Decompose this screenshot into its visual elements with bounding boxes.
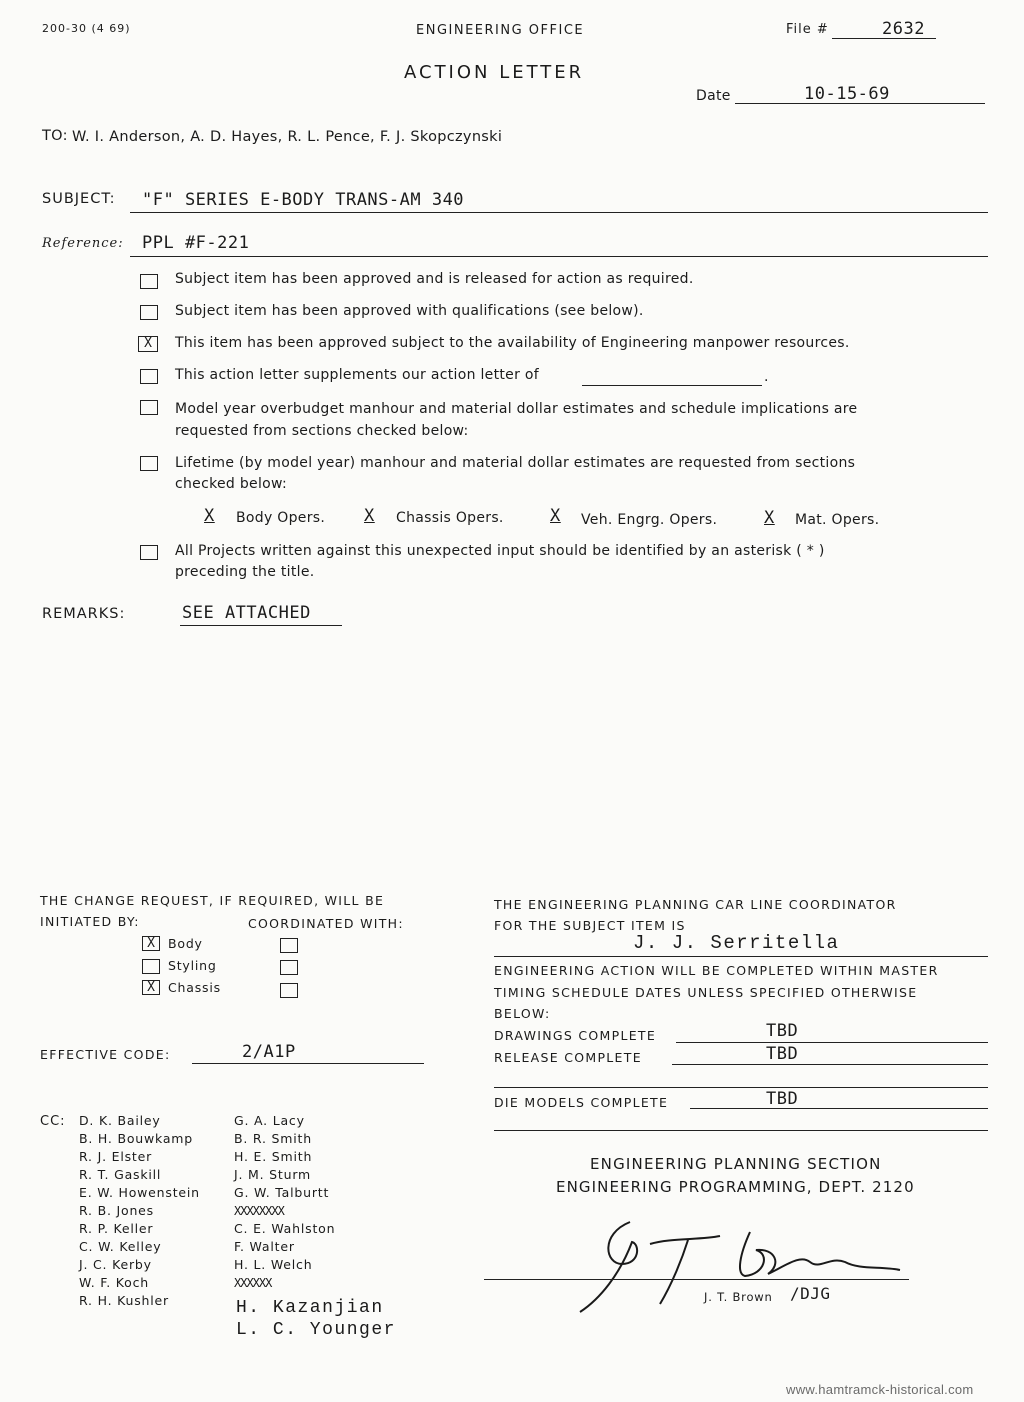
page-title: ACTION LETTER [404,62,585,83]
cc-name: R. B. Jones [79,1203,154,1218]
coordinated-with-label: COORDINATED WITH: [248,916,404,931]
cc-added-name: H. Kazanjian [236,1298,384,1318]
cc-name: H. E. Smith [234,1149,313,1164]
coordinator-name-line [494,956,988,957]
release-label: RELEASE COMPLETE [494,1050,642,1065]
date-label: Date [696,88,731,104]
cc-name: G. W. Talburtt [234,1185,330,1200]
coordinator-note: TIMING SCHEDULE DATES UNLESS SPECIFIED OTHERWISE [494,985,918,1000]
checkbox-manpower[interactable]: X [138,336,158,352]
department-name: ENGINEERING PROGRAMMING, DEPT. 2120 [556,1178,915,1196]
change-request-heading: THE CHANGE REQUEST, IF REQUIRED, WILL BE [40,893,385,908]
initiated-styling-label: Styling [168,958,217,973]
checkbox-overbudget[interactable] [140,400,158,415]
cc-name: E. W. Howenstein [79,1185,200,1200]
initiated-body-checkbox[interactable]: X [142,936,160,951]
checklist-item: All Projects written against this unexpected input should be identified by an asterisk ( * ) [175,543,825,559]
cc-column-1 [79,1112,200,1310]
section-mark: X [204,506,215,526]
checkbox-lifetime[interactable] [140,456,158,471]
supplement-date-line [582,385,762,386]
cc-name: J. M. Sturm [234,1167,312,1182]
cc-name-struck: XXXXXX [234,1276,272,1290]
checklist-item: This item has been approved subject to the availability of Engineering manpower resources. [175,335,850,351]
file-number: 2632 [882,19,925,39]
blank-line [494,1087,988,1088]
watermark: www.hamtramck-historical.com [786,1382,974,1397]
cc-name: B. R. Smith [234,1131,312,1146]
cc-name: R. H. Kushler [79,1293,169,1308]
initiated-styling-checkbox[interactable] [142,959,160,974]
coordinated-chassis-checkbox[interactable] [280,983,298,998]
coordinated-styling-checkbox[interactable] [280,960,298,975]
coordinator-heading-cont: FOR THE SUBJECT ITEM IS [494,918,686,933]
remarks-underline [180,625,342,626]
cc-name: H. L. Welch [234,1257,313,1272]
effective-code-label: EFFECTIVE CODE: [40,1047,171,1062]
drawings-line [676,1042,988,1043]
cc-name: G. A. Lacy [234,1113,305,1128]
die-models-label: DIE MODELS COMPLETE [494,1095,669,1110]
office-name: ENGINEERING OFFICE [416,23,585,38]
checklist-item: Subject item has been approved and is released for action as required. [175,271,694,287]
form-number: 200-30 (4 69) [42,22,131,35]
initiated-by-label: INITIATED BY: [40,914,140,929]
checklist-item: Lifetime (by model year) manhour and material dollar estimates are requested from sections [175,455,856,471]
effective-code-value: 2/A1P [242,1042,296,1062]
checkbox-released[interactable] [140,274,158,289]
remarks-label: REMARKS: [42,606,126,622]
to-recipients: W. I. Anderson, A. D. Hayes, R. L. Pence, F. J. Skopczynski [72,129,503,145]
reference-line [130,256,988,257]
subject-value: "F" SERIES E-BODY TRANS-AM 340 [142,190,465,210]
section-mark: X [764,508,775,528]
date-value: 10-15-69 [804,84,890,104]
coordinator-name: J. J. Serritella [633,932,840,954]
checkbox-supplements[interactable] [140,369,158,384]
initiated-chassis-checkbox[interactable]: X [142,980,160,995]
section-label: Mat. Opers. [795,512,880,528]
section-name: ENGINEERING PLANNING SECTION [590,1155,882,1173]
signer-initials: /DJG [790,1284,831,1303]
cc-name: J. C. Kerby [79,1257,152,1272]
checkbox-qualifications[interactable] [140,305,158,320]
section-mark: X [364,506,375,526]
checklist-item-cont: checked below: [175,476,287,492]
drawings-value: TBD [766,1021,799,1041]
cc-name: R. J. Elster [79,1149,153,1164]
die-models-value: TBD [766,1089,799,1109]
file-label: File # [786,22,829,37]
section-label: Chassis Opers. [396,510,504,526]
to-label: TO: [42,128,68,144]
cc-name: D. K. Bailey [79,1113,161,1128]
reference-value: PPL #F-221 [142,233,250,253]
checklist-item: This action letter supplements our action letter of [175,367,539,383]
cc-name-struck: XXXXXXXX [234,1204,284,1218]
supplement-period: . [764,369,769,385]
cc-name: W. F. Koch [79,1275,150,1290]
checklist-item: Model year overbudget manhour and material dollar estimates and schedule implications are [175,401,858,417]
cc-column-2 [234,1112,335,1292]
cc-name: R. P. Keller [79,1221,154,1236]
release-line [672,1064,988,1065]
effective-code-line [192,1063,424,1064]
signature [560,1214,930,1324]
reference-label: Reference: [42,236,124,251]
initiated-chassis-label: Chassis [168,980,221,995]
die-models-line [690,1108,988,1109]
cc-name: C. E. Wahlston [234,1221,336,1236]
checkbox-asterisk[interactable] [140,545,158,560]
subject-label: SUBJECT: [42,191,116,207]
remarks-value: SEE ATTACHED [182,603,311,623]
cc-added-name: L. C. Younger [236,1320,396,1340]
release-value: TBD [766,1044,799,1064]
signature-line [484,1279,909,1280]
signer-name: J. T. Brown [704,1290,773,1304]
cc-name: C. W. Kelley [79,1239,162,1254]
drawings-label: DRAWINGS COMPLETE [494,1028,657,1043]
coordinated-body-checkbox[interactable] [280,938,298,953]
checklist-item: Subject item has been approved with qualifications (see below). [175,303,644,319]
subject-line [130,212,988,213]
cc-name: F. Walter [234,1239,295,1254]
section-label: Veh. Engrg. Opers. [581,512,718,528]
section-mark: X [550,506,561,526]
checklist-item-cont: requested from sections checked below: [175,423,469,439]
coordinator-note: BELOW: [494,1006,551,1021]
cc-name: R. T. Gaskill [79,1167,162,1182]
cc-name: B. H. Bouwkamp [79,1131,194,1146]
coordinator-note: ENGINEERING ACTION WILL BE COMPLETED WITHIN MASTER [494,963,939,978]
coordinator-heading: THE ENGINEERING PLANNING CAR LINE COORDINATOR [494,897,897,912]
cc-label: CC: [40,1114,66,1129]
initiated-body-label: Body [168,936,203,951]
section-label: Body Opers. [236,510,326,526]
checklist-item-cont: preceding the title. [175,564,315,580]
blank-line [494,1130,988,1131]
